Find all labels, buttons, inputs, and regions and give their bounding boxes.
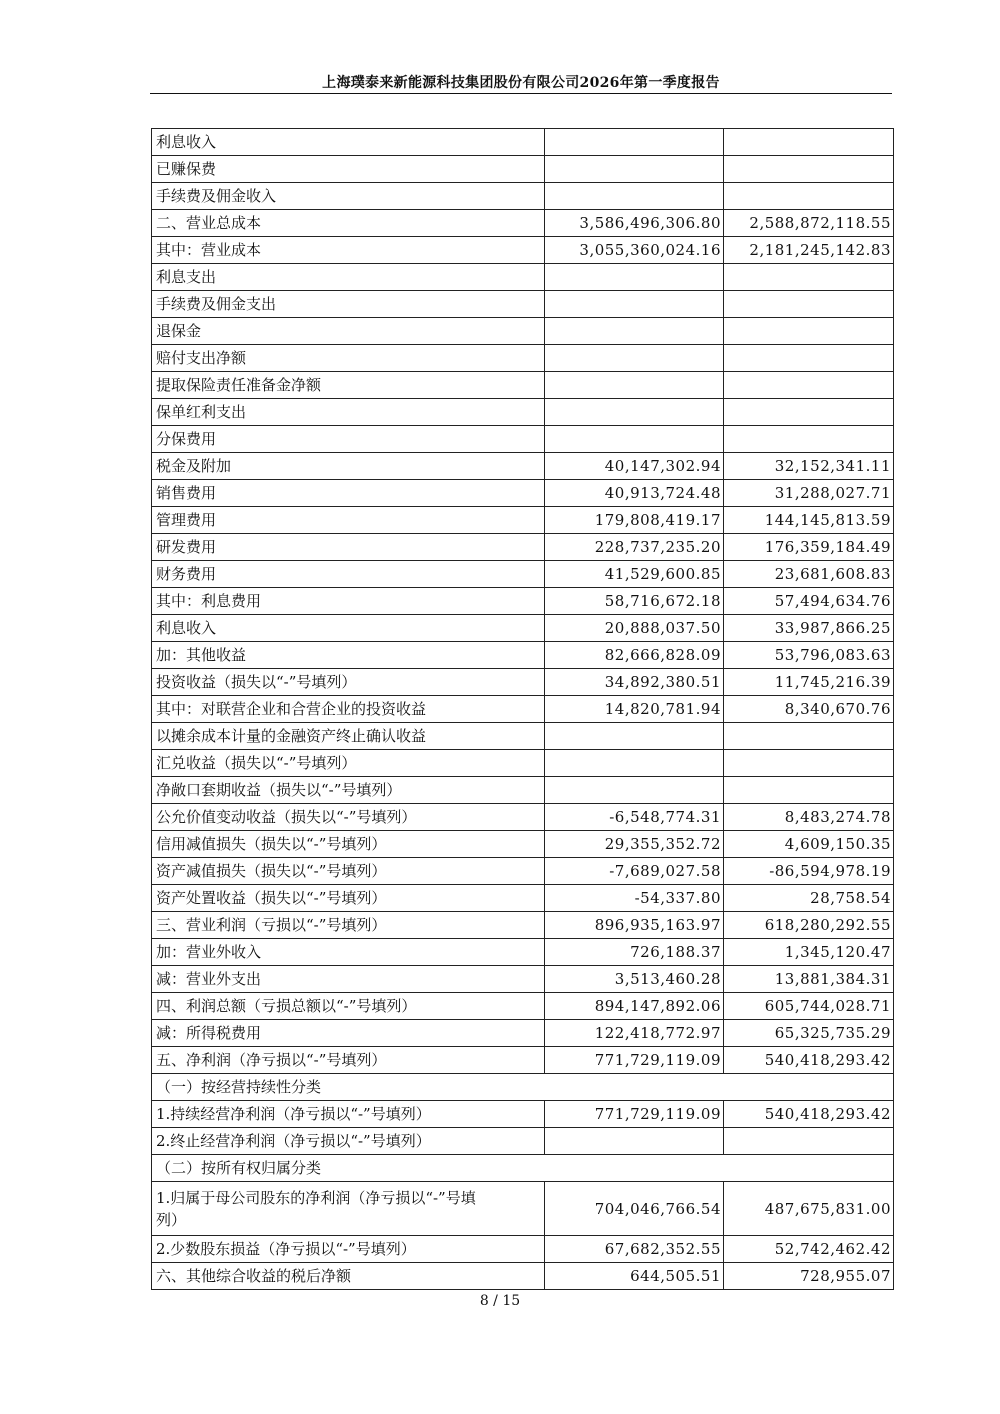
current-period-value: 894,147,892.06: [545, 993, 724, 1020]
row-label-text: 二、营业总成本: [156, 214, 262, 232]
table-row: [152, 1101, 894, 1128]
current-period-value: 896,935,163.97: [545, 912, 724, 939]
prior-period-value: [724, 318, 894, 345]
current-period-value: 771,729,119.09: [545, 1047, 724, 1074]
current-period-value: 644,505.51: [545, 1263, 724, 1290]
row-label-text: 利息收入: [156, 619, 217, 637]
table-row: [152, 399, 894, 426]
row-label-text: 信用减值损失（损失以“-”号填列）: [156, 835, 387, 853]
prior-period-value: 13,881,384.31: [724, 966, 894, 993]
table-row: [152, 912, 894, 939]
row-label-text: 资产处置收益（损失以“-”号填列）: [156, 889, 387, 907]
prior-period-value: [724, 723, 894, 750]
table-row: [152, 885, 894, 912]
current-period-value: [545, 318, 724, 345]
current-period-value: 14,820,781.94: [545, 696, 724, 723]
row-label-text: 加：营业外收入: [156, 943, 262, 961]
table-row: [152, 1074, 894, 1101]
prior-period-value: 8,483,274.78: [724, 804, 894, 831]
current-period-value: 179,808,419.17: [545, 507, 724, 534]
row-label: [152, 1182, 545, 1236]
table-row: [152, 318, 894, 345]
row-label-text: 其中：利息费用: [156, 592, 262, 610]
row-label-text: 其中：对联营企业和合营企业的投资收益: [156, 700, 427, 718]
table-row: [152, 669, 894, 696]
table-row: [152, 345, 894, 372]
row-label-text: 五、净利润（净亏损以“-”号填列）: [156, 1051, 387, 1069]
row-label-text: 研发费用: [156, 538, 217, 556]
table-row: [152, 1236, 894, 1263]
row-label: [152, 129, 545, 156]
row-label: [152, 993, 545, 1020]
prior-period-value: 65,325,735.29: [724, 1020, 894, 1047]
row-label: [152, 939, 545, 966]
row-label: [152, 1047, 545, 1074]
row-label: [152, 507, 545, 534]
table-row: [152, 777, 894, 804]
table-row: [152, 1047, 894, 1074]
row-label-text: 退保金: [156, 322, 202, 340]
current-period-value: 122,418,772.97: [545, 1020, 724, 1047]
row-label-text: 手续费及佣金收入: [156, 187, 277, 205]
table-row: [152, 750, 894, 777]
row-label-text: 汇兑收益（损失以“-”号填列）: [156, 754, 357, 772]
current-period-value: 82,666,828.09: [545, 642, 724, 669]
prior-period-value: 11,745,216.39: [724, 669, 894, 696]
row-label-text: 保单红利支出: [156, 403, 247, 421]
row-label: [152, 750, 545, 777]
row-label-text: 提取保险责任准备金净额: [156, 376, 322, 394]
prior-period-value: 52,742,462.42: [724, 1236, 894, 1263]
row-label: [152, 264, 545, 291]
row-label: [152, 1101, 545, 1128]
row-label-text: 利息收入: [156, 133, 217, 151]
row-label: [152, 777, 545, 804]
income-statement-body: [152, 129, 894, 1290]
report-header-title: 上海璞泰来新能源科技集团股份有限公司2026年第一季度报告: [322, 75, 720, 91]
row-label: [152, 642, 545, 669]
prior-period-value: 540,418,293.42: [724, 1047, 894, 1074]
prior-period-value: 728,955.07: [724, 1263, 894, 1290]
row-label: [152, 588, 545, 615]
row-label-text: 手续费及佣金支出: [156, 295, 277, 313]
row-label-text: 六、其他综合收益的税后净额: [156, 1267, 352, 1285]
row-label-text: 其中：营业成本: [156, 241, 262, 259]
row-label: [152, 237, 545, 264]
table-row: [152, 642, 894, 669]
row-label-text: 销售费用: [156, 484, 217, 502]
prior-period-value: [724, 345, 894, 372]
prior-period-value: 8,340,670.76: [724, 696, 894, 723]
row-label-text: 赔付支出净额: [156, 349, 247, 367]
current-period-value: [545, 291, 724, 318]
table-row: [152, 696, 894, 723]
prior-period-value: 2,181,245,142.83: [724, 237, 894, 264]
prior-period-value: [724, 183, 894, 210]
row-label-text: 四、利润总额（亏损总额以“-”号填列）: [156, 997, 417, 1015]
prior-period-value: 57,494,634.76: [724, 588, 894, 615]
row-label-text: 以摊余成本计量的金融资产终止确认收益: [156, 727, 427, 745]
prior-period-value: -86,594,978.19: [724, 858, 894, 885]
row-label-text: 利息支出: [156, 268, 217, 286]
row-label: [152, 318, 545, 345]
table-row: [152, 1128, 894, 1155]
table-row: [152, 507, 894, 534]
row-label: [152, 1020, 545, 1047]
current-period-value: [545, 1128, 724, 1155]
row-label: [152, 345, 545, 372]
table-row: [152, 993, 894, 1020]
row-label: [152, 210, 545, 237]
current-period-value: [545, 777, 724, 804]
table-row: [152, 183, 894, 210]
row-label: [152, 885, 545, 912]
row-label-text: 加：其他收益: [156, 646, 247, 664]
row-label-text: 资产减值损失（损失以“-”号填列）: [156, 862, 387, 880]
table-row: [152, 426, 894, 453]
table-row: [152, 1020, 894, 1047]
current-period-value: -7,689,027.58: [545, 858, 724, 885]
prior-period-value: 53,796,083.63: [724, 642, 894, 669]
current-period-value: [545, 183, 724, 210]
current-period-value: 3,586,496,306.80: [545, 210, 724, 237]
current-period-value: 40,913,724.48: [545, 480, 724, 507]
row-label: [152, 183, 545, 210]
row-label: [152, 858, 545, 885]
prior-period-value: 1,345,120.47: [724, 939, 894, 966]
row-label: [152, 534, 545, 561]
current-period-value: 3,055,360,024.16: [545, 237, 724, 264]
row-label-text: 税金及附加: [156, 457, 232, 475]
current-period-value: 726,188.37: [545, 939, 724, 966]
current-period-value: [545, 345, 724, 372]
current-period-value: -6,548,774.31: [545, 804, 724, 831]
table-row: [152, 534, 894, 561]
current-period-value: 58,716,672.18: [545, 588, 724, 615]
table-row: [152, 858, 894, 885]
prior-period-value: [724, 399, 894, 426]
row-label: [152, 291, 545, 318]
header-divider: [150, 93, 892, 94]
prior-period-value: [724, 156, 894, 183]
row-label-text: 投资收益（损失以“-”号填列）: [156, 673, 357, 691]
current-period-value: 3,513,460.28: [545, 966, 724, 993]
row-label-text: 净敞口套期收益（损失以“-”号填列）: [156, 781, 402, 799]
prior-period-value: [724, 264, 894, 291]
current-period-value: [545, 372, 724, 399]
prior-period-value: 2,588,872,118.55: [724, 210, 894, 237]
current-period-value: 67,682,352.55: [545, 1236, 724, 1263]
current-period-value: [545, 264, 724, 291]
prior-period-value: [724, 129, 894, 156]
table-row: [152, 291, 894, 318]
table-row: [152, 372, 894, 399]
table-row: [152, 210, 894, 237]
row-label-text: 已赚保费: [156, 160, 217, 178]
prior-period-value: 618,280,292.55: [724, 912, 894, 939]
table-row: [152, 453, 894, 480]
table-row: [152, 723, 894, 750]
row-label: [152, 831, 545, 858]
row-label: [152, 1128, 545, 1155]
row-label: [152, 399, 545, 426]
row-label: [152, 1263, 545, 1290]
prior-period-value: 28,758.54: [724, 885, 894, 912]
row-label-text: 1.持续经营净利润（净亏损以“-”号填列）: [156, 1105, 431, 1123]
income-statement-table: [151, 128, 894, 1290]
prior-period-value: 23,681,608.83: [724, 561, 894, 588]
prior-period-value: 176,359,184.49: [724, 534, 894, 561]
prior-period-value: 487,675,831.00: [724, 1182, 894, 1236]
current-period-value: 771,729,119.09: [545, 1101, 724, 1128]
prior-period-value: [724, 777, 894, 804]
row-label: [152, 966, 545, 993]
table-row: [152, 939, 894, 966]
prior-period-value: [724, 750, 894, 777]
row-label-text: 分保费用: [156, 430, 217, 448]
row-label: [152, 615, 545, 642]
prior-period-value: [724, 372, 894, 399]
current-period-value: 20,888,037.50: [545, 615, 724, 642]
row-label-text: 公允价值变动收益（损失以“-”号填列）: [156, 808, 417, 826]
prior-period-value: 144,145,813.59: [724, 507, 894, 534]
prior-period-value: 540,418,293.42: [724, 1101, 894, 1128]
prior-period-value: [724, 1128, 894, 1155]
current-period-value: 29,355,352.72: [545, 831, 724, 858]
current-period-value: [545, 750, 724, 777]
current-period-value: 228,737,235.20: [545, 534, 724, 561]
row-label-text: 减：所得税费用: [156, 1024, 262, 1042]
table-row: [152, 1182, 894, 1236]
row-label: [152, 372, 545, 399]
current-period-value: -54,337.80: [545, 885, 724, 912]
table-row: [152, 804, 894, 831]
current-period-value: 34,892,380.51: [545, 669, 724, 696]
row-label-text: （一）按经营持续性分类: [156, 1078, 322, 1096]
row-label: [152, 453, 545, 480]
row-label-text: （二）按所有权归属分类: [156, 1159, 322, 1177]
prior-period-value: 605,744,028.71: [724, 993, 894, 1020]
table-row: [152, 264, 894, 291]
current-period-value: 40,147,302.94: [545, 453, 724, 480]
table-row: [152, 129, 894, 156]
prior-period-value: 4,609,150.35: [724, 831, 894, 858]
prior-period-value: 32,152,341.11: [724, 453, 894, 480]
row-label: [152, 669, 545, 696]
table-row: [152, 1263, 894, 1290]
prior-period-value: 31,288,027.71: [724, 480, 894, 507]
table-row: [152, 615, 894, 642]
prior-period-value: [724, 291, 894, 318]
table-row: [152, 1155, 894, 1182]
current-period-value: [545, 723, 724, 750]
row-label: [152, 1155, 894, 1182]
row-label: [152, 696, 545, 723]
current-period-value: [545, 399, 724, 426]
current-period-value: [545, 129, 724, 156]
table-row: [152, 831, 894, 858]
row-label-text: 三、营业利润（亏损以“-”号填列）: [156, 916, 387, 934]
current-period-value: [545, 426, 724, 453]
row-label-text: 2.终止经营净利润（净亏损以“-”号填列）: [156, 1132, 431, 1150]
row-label-text: 1.归属于母公司股东的净利润（净亏损以“-”号填列）: [156, 1188, 476, 1229]
page-number: 8 / 15: [479, 1293, 521, 1309]
current-period-value: [545, 156, 724, 183]
table-row: [152, 237, 894, 264]
row-label: [152, 156, 545, 183]
row-label: [152, 561, 545, 588]
prior-period-value: [724, 426, 894, 453]
table-row: [152, 561, 894, 588]
current-period-value: 41,529,600.85: [545, 561, 724, 588]
table-row: [152, 588, 894, 615]
table-row: [152, 966, 894, 993]
row-label-text: 减：营业外支出: [156, 970, 262, 988]
row-label: [152, 912, 545, 939]
row-label-text: 2.少数股东损益（净亏损以“-”号填列）: [156, 1240, 416, 1258]
row-label-text: 财务费用: [156, 565, 217, 583]
prior-period-value: 33,987,866.25: [724, 615, 894, 642]
row-label: [152, 426, 545, 453]
table-row: [152, 480, 894, 507]
row-label: [152, 804, 545, 831]
current-period-value: 704,046,766.54: [545, 1182, 724, 1236]
row-label: [152, 723, 545, 750]
table-row: [152, 156, 894, 183]
row-label: [152, 480, 545, 507]
row-label: [152, 1236, 545, 1263]
row-label-text: 管理费用: [156, 511, 217, 529]
row-label: [152, 1074, 894, 1101]
